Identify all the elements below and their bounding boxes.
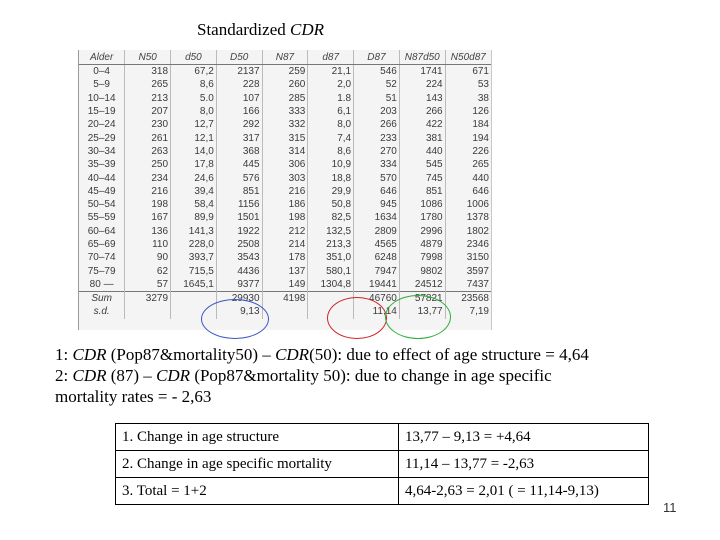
title-prefix: Standardized	[197, 20, 290, 39]
table-cell: 1006	[445, 198, 491, 211]
table-cell: 1802	[445, 225, 491, 238]
line2-c: (87) –	[106, 366, 157, 385]
table-body	[79, 65, 491, 319]
table-cell: 166	[216, 105, 262, 118]
table-cell: 333	[262, 105, 308, 118]
highlight-ring-green	[385, 295, 451, 339]
highlight-ring-blue	[201, 299, 269, 339]
table-cell: 851	[399, 185, 445, 198]
table-cell: 203	[354, 105, 400, 118]
table-cell: 90	[125, 251, 171, 264]
table-cell: 576	[216, 171, 262, 184]
table-row	[79, 131, 491, 144]
table-cell: 2,0	[308, 78, 354, 91]
table-cell: 9802	[399, 264, 445, 277]
table-cell: 57821	[399, 292, 445, 306]
table-cell: 178	[262, 251, 308, 264]
table-cell: 314	[262, 145, 308, 158]
column-header: Alder	[79, 50, 125, 65]
table-cell: 52	[354, 78, 400, 91]
result-label: 1. Change in age structure	[116, 424, 399, 451]
table-cell: 381	[399, 131, 445, 144]
table-cell: 167	[125, 211, 171, 224]
table-cell: 332	[262, 118, 308, 131]
table-cell: 646	[445, 185, 491, 198]
table-cell: 263	[125, 145, 171, 158]
table-cell: 8,0	[171, 105, 217, 118]
table-cell: 351,0	[308, 251, 354, 264]
table-row	[79, 171, 491, 184]
table-cell: 62	[125, 264, 171, 277]
table-cell: 29930	[216, 292, 262, 306]
table-cell: 1304,8	[308, 278, 354, 292]
table-cell: 250	[125, 158, 171, 171]
table-cell: 9,13	[216, 305, 262, 318]
row-label: 10–14	[87, 92, 116, 104]
table-row	[79, 238, 491, 251]
table-row	[79, 158, 491, 171]
results-table	[115, 423, 649, 505]
table-row	[79, 278, 491, 292]
table-cell: 259	[262, 65, 308, 79]
table-cell: 136	[125, 225, 171, 238]
table-cell: 46760	[354, 292, 400, 306]
table-cell: 184	[445, 118, 491, 131]
table-cell: 5.0	[171, 92, 217, 105]
row-label: 15–19	[87, 106, 116, 118]
table-cell: 745	[399, 171, 445, 184]
table-cell: 285	[262, 92, 308, 105]
table-cell: 8,0	[308, 118, 354, 131]
table-cell: 82,5	[308, 211, 354, 224]
highlight-ring-red	[327, 297, 387, 339]
table-cell: 216	[125, 185, 171, 198]
table-cell: 422	[399, 118, 445, 131]
result-row	[116, 478, 649, 505]
table-cell: 6248	[354, 251, 400, 264]
table-cell: 440	[399, 145, 445, 158]
table-cell: 216	[262, 185, 308, 198]
table-cell: 4198	[262, 292, 308, 306]
line2-e: (Pop87&mortality 50): due to change in age specific	[190, 366, 552, 385]
table-cell: 545	[399, 158, 445, 171]
table-cell: 14,0	[171, 145, 217, 158]
column-header: D87	[354, 50, 400, 65]
table-cell: 213,3	[308, 238, 354, 251]
table-cell: 318	[125, 65, 171, 79]
table-cell: 228	[216, 78, 262, 91]
table-cell: 3279	[125, 292, 171, 306]
scanned-cdr-table	[78, 50, 492, 330]
table-cell: 1501	[216, 211, 262, 224]
table-cell: 132,5	[308, 225, 354, 238]
table-cell: 1.8	[308, 92, 354, 105]
table-cell: 546	[354, 65, 400, 79]
table-cell: 445	[216, 158, 262, 171]
table-header-row	[79, 50, 491, 65]
row-label: 5–9	[93, 79, 110, 91]
table-cell: 58,4	[171, 198, 217, 211]
table-cell: 24,6	[171, 171, 217, 184]
line2-b: CDR	[72, 366, 107, 385]
explanation-line-3: mortality rates = - 2,63	[55, 387, 212, 406]
table-row	[79, 225, 491, 238]
table-cell: 224	[399, 78, 445, 91]
table-cell: 1156	[216, 198, 262, 211]
table-cell: 1378	[445, 211, 491, 224]
table-cell: 303	[262, 171, 308, 184]
table-cell: 13,77	[399, 305, 445, 318]
table-cell: 4436	[216, 264, 262, 277]
table-cell: 137	[262, 264, 308, 277]
table-cell: 3597	[445, 264, 491, 277]
table-cell: 393,7	[171, 251, 217, 264]
table-cell: 12,7	[171, 118, 217, 131]
table-cell: 67,2	[171, 65, 217, 79]
table-cell: 851	[216, 185, 262, 198]
table-cell	[125, 305, 171, 318]
table-cell: 261	[125, 131, 171, 144]
row-label: Sum	[79, 292, 125, 306]
table-cell: 29,9	[308, 185, 354, 198]
line1-b: CDR	[72, 345, 107, 364]
table-cell: 4879	[399, 238, 445, 251]
table-row	[79, 65, 491, 79]
row-label: 35–39	[87, 159, 116, 171]
table-cell: 2346	[445, 238, 491, 251]
table-cell: 57	[125, 278, 171, 292]
row-label: 60–64	[87, 225, 116, 237]
table-cell: 580,1	[308, 264, 354, 277]
table-cell: 1645,1	[171, 278, 217, 292]
table-cell: 186	[262, 198, 308, 211]
table-cell: 334	[354, 158, 400, 171]
table-row	[79, 78, 491, 91]
slide-title	[197, 20, 324, 40]
column-header: D50	[216, 50, 262, 65]
table-cell	[171, 292, 217, 306]
table-cell: 570	[354, 171, 400, 184]
table-row	[79, 105, 491, 118]
table-cell: 671	[445, 65, 491, 79]
page-number: 11	[663, 500, 677, 515]
table-cell: 317	[216, 131, 262, 144]
table-cell: 213	[125, 92, 171, 105]
table-cell: 265	[125, 78, 171, 91]
table-cell: 7,4	[308, 131, 354, 144]
table-cell: 266	[354, 118, 400, 131]
table-cell: 198	[262, 211, 308, 224]
line1-c: (Pop87&mortality50) –	[106, 345, 276, 364]
result-row	[116, 451, 649, 478]
table-cell: 315	[262, 131, 308, 144]
table-cell: 1780	[399, 211, 445, 224]
table-cell: 50,8	[308, 198, 354, 211]
table-cell: 440	[445, 171, 491, 184]
table-cell: 21,1	[308, 65, 354, 79]
table-cell: 198	[125, 198, 171, 211]
table-cell: 89,9	[171, 211, 217, 224]
table-cell: 17,8	[171, 158, 217, 171]
table-row	[79, 145, 491, 158]
table-cell: 266	[399, 105, 445, 118]
table-cell: 292	[216, 118, 262, 131]
table-row	[79, 251, 491, 264]
table-cell: 228,0	[171, 238, 217, 251]
table-cell: 7,19	[445, 305, 491, 318]
table-cell: 6,1	[308, 105, 354, 118]
column-header: N50d87	[445, 50, 491, 65]
table-cell: 2996	[399, 225, 445, 238]
table-cell: 194	[445, 131, 491, 144]
table-cell: 10,9	[308, 158, 354, 171]
row-label: 50–54	[87, 199, 116, 211]
table-cell: 24512	[399, 278, 445, 292]
table-cell: 23568	[445, 292, 491, 306]
table-cell: 53	[445, 78, 491, 91]
table-cell: 107	[216, 92, 262, 105]
table-cell: 270	[354, 145, 400, 158]
table-cell: 1634	[354, 211, 400, 224]
table-cell: 1922	[216, 225, 262, 238]
row-label: s.d.	[93, 306, 110, 318]
line1-a: 1:	[55, 345, 73, 364]
table-cell: 39,4	[171, 185, 217, 198]
table-cell: 51	[354, 92, 400, 105]
title-italic: CDR	[290, 20, 324, 39]
table-cell: 715,5	[171, 264, 217, 277]
line2-a: 2:	[55, 366, 73, 385]
result-label: 2. Change in age specific mortality	[116, 451, 399, 478]
column-header: d50	[171, 50, 217, 65]
table-cell: 19441	[354, 278, 400, 292]
table-cell: 306	[262, 158, 308, 171]
table-cell: 7437	[445, 278, 491, 292]
table-cell: 126	[445, 105, 491, 118]
table-cell: 646	[354, 185, 400, 198]
table-row	[79, 92, 491, 105]
table-cell: 3543	[216, 251, 262, 264]
table-cell: 212	[262, 225, 308, 238]
row-label: 30–34	[87, 145, 116, 157]
table-cell: 226	[445, 145, 491, 158]
table-row	[79, 198, 491, 211]
table-cell: 368	[216, 145, 262, 158]
table-cell: 207	[125, 105, 171, 118]
table-cell: 214	[262, 238, 308, 251]
table-cell: 233	[354, 131, 400, 144]
table-cell: 9377	[216, 278, 262, 292]
row-label: 25–29	[87, 132, 116, 144]
column-header: d87	[308, 50, 354, 65]
column-header: N50	[125, 50, 171, 65]
row-label: 80 —	[89, 278, 114, 290]
table-cell	[262, 305, 308, 318]
result-value: 13,77 – 9,13 = +4,64	[399, 424, 649, 451]
table-cell: 38	[445, 92, 491, 105]
row-label: 40–44	[87, 172, 116, 184]
explanation-line-1	[55, 344, 705, 365]
table-cell: 1741	[399, 65, 445, 79]
line2-d: CDR	[156, 366, 191, 385]
explanation-text	[55, 344, 705, 407]
row-label: 45–49	[87, 185, 116, 197]
table-cell: 2809	[354, 225, 400, 238]
table-cell: 1086	[399, 198, 445, 211]
table-cell: 265	[445, 158, 491, 171]
line1-d: CDR	[275, 345, 310, 364]
table-cell: 8,6	[308, 145, 354, 158]
row-label: 55–59	[87, 212, 116, 224]
cdr-data-table	[79, 50, 491, 319]
table-cell: 2508	[216, 238, 262, 251]
table-row	[79, 118, 491, 131]
table-cell: 8,6	[171, 78, 217, 91]
table-cell: 3150	[445, 251, 491, 264]
result-label: 3. Total = 1+2	[116, 478, 399, 505]
table-row	[79, 211, 491, 224]
table-cell: 945	[354, 198, 400, 211]
table-cell: 11,14	[354, 305, 400, 318]
table-cell: 230	[125, 118, 171, 131]
table-cell: 18,8	[308, 171, 354, 184]
table-cell: 7947	[354, 264, 400, 277]
table-cell: 234	[125, 171, 171, 184]
row-label: 75–79	[87, 265, 116, 277]
table-cell: 4565	[354, 238, 400, 251]
table-cell: 12,1	[171, 131, 217, 144]
table-cell: 143	[399, 92, 445, 105]
result-value: 11,14 – 13,77 = -2,63	[399, 451, 649, 478]
row-label: 65–69	[87, 239, 116, 250]
table-cell: 2137	[216, 65, 262, 79]
column-header: N87	[262, 50, 308, 65]
table-row	[79, 264, 491, 277]
table-cell: 141,3	[171, 225, 217, 238]
row-label: 20–24	[87, 119, 116, 131]
line1-e: (50): due to effect of age structure = 4,64	[309, 345, 589, 364]
row-label: 70–74	[87, 252, 116, 264]
explanation-line-2	[55, 365, 705, 386]
result-row	[116, 424, 649, 451]
table-row	[79, 185, 491, 198]
table-cell: 149	[262, 278, 308, 292]
row-label: 0–4	[93, 66, 110, 78]
table-cell: 7998	[399, 251, 445, 264]
result-value: 4,64-2,63 = 2,01 ( = 11,14-9,13)	[399, 478, 649, 505]
table-cell: 110	[125, 238, 171, 251]
table-cell: 260	[262, 78, 308, 91]
column-header: N87d50	[399, 50, 445, 65]
